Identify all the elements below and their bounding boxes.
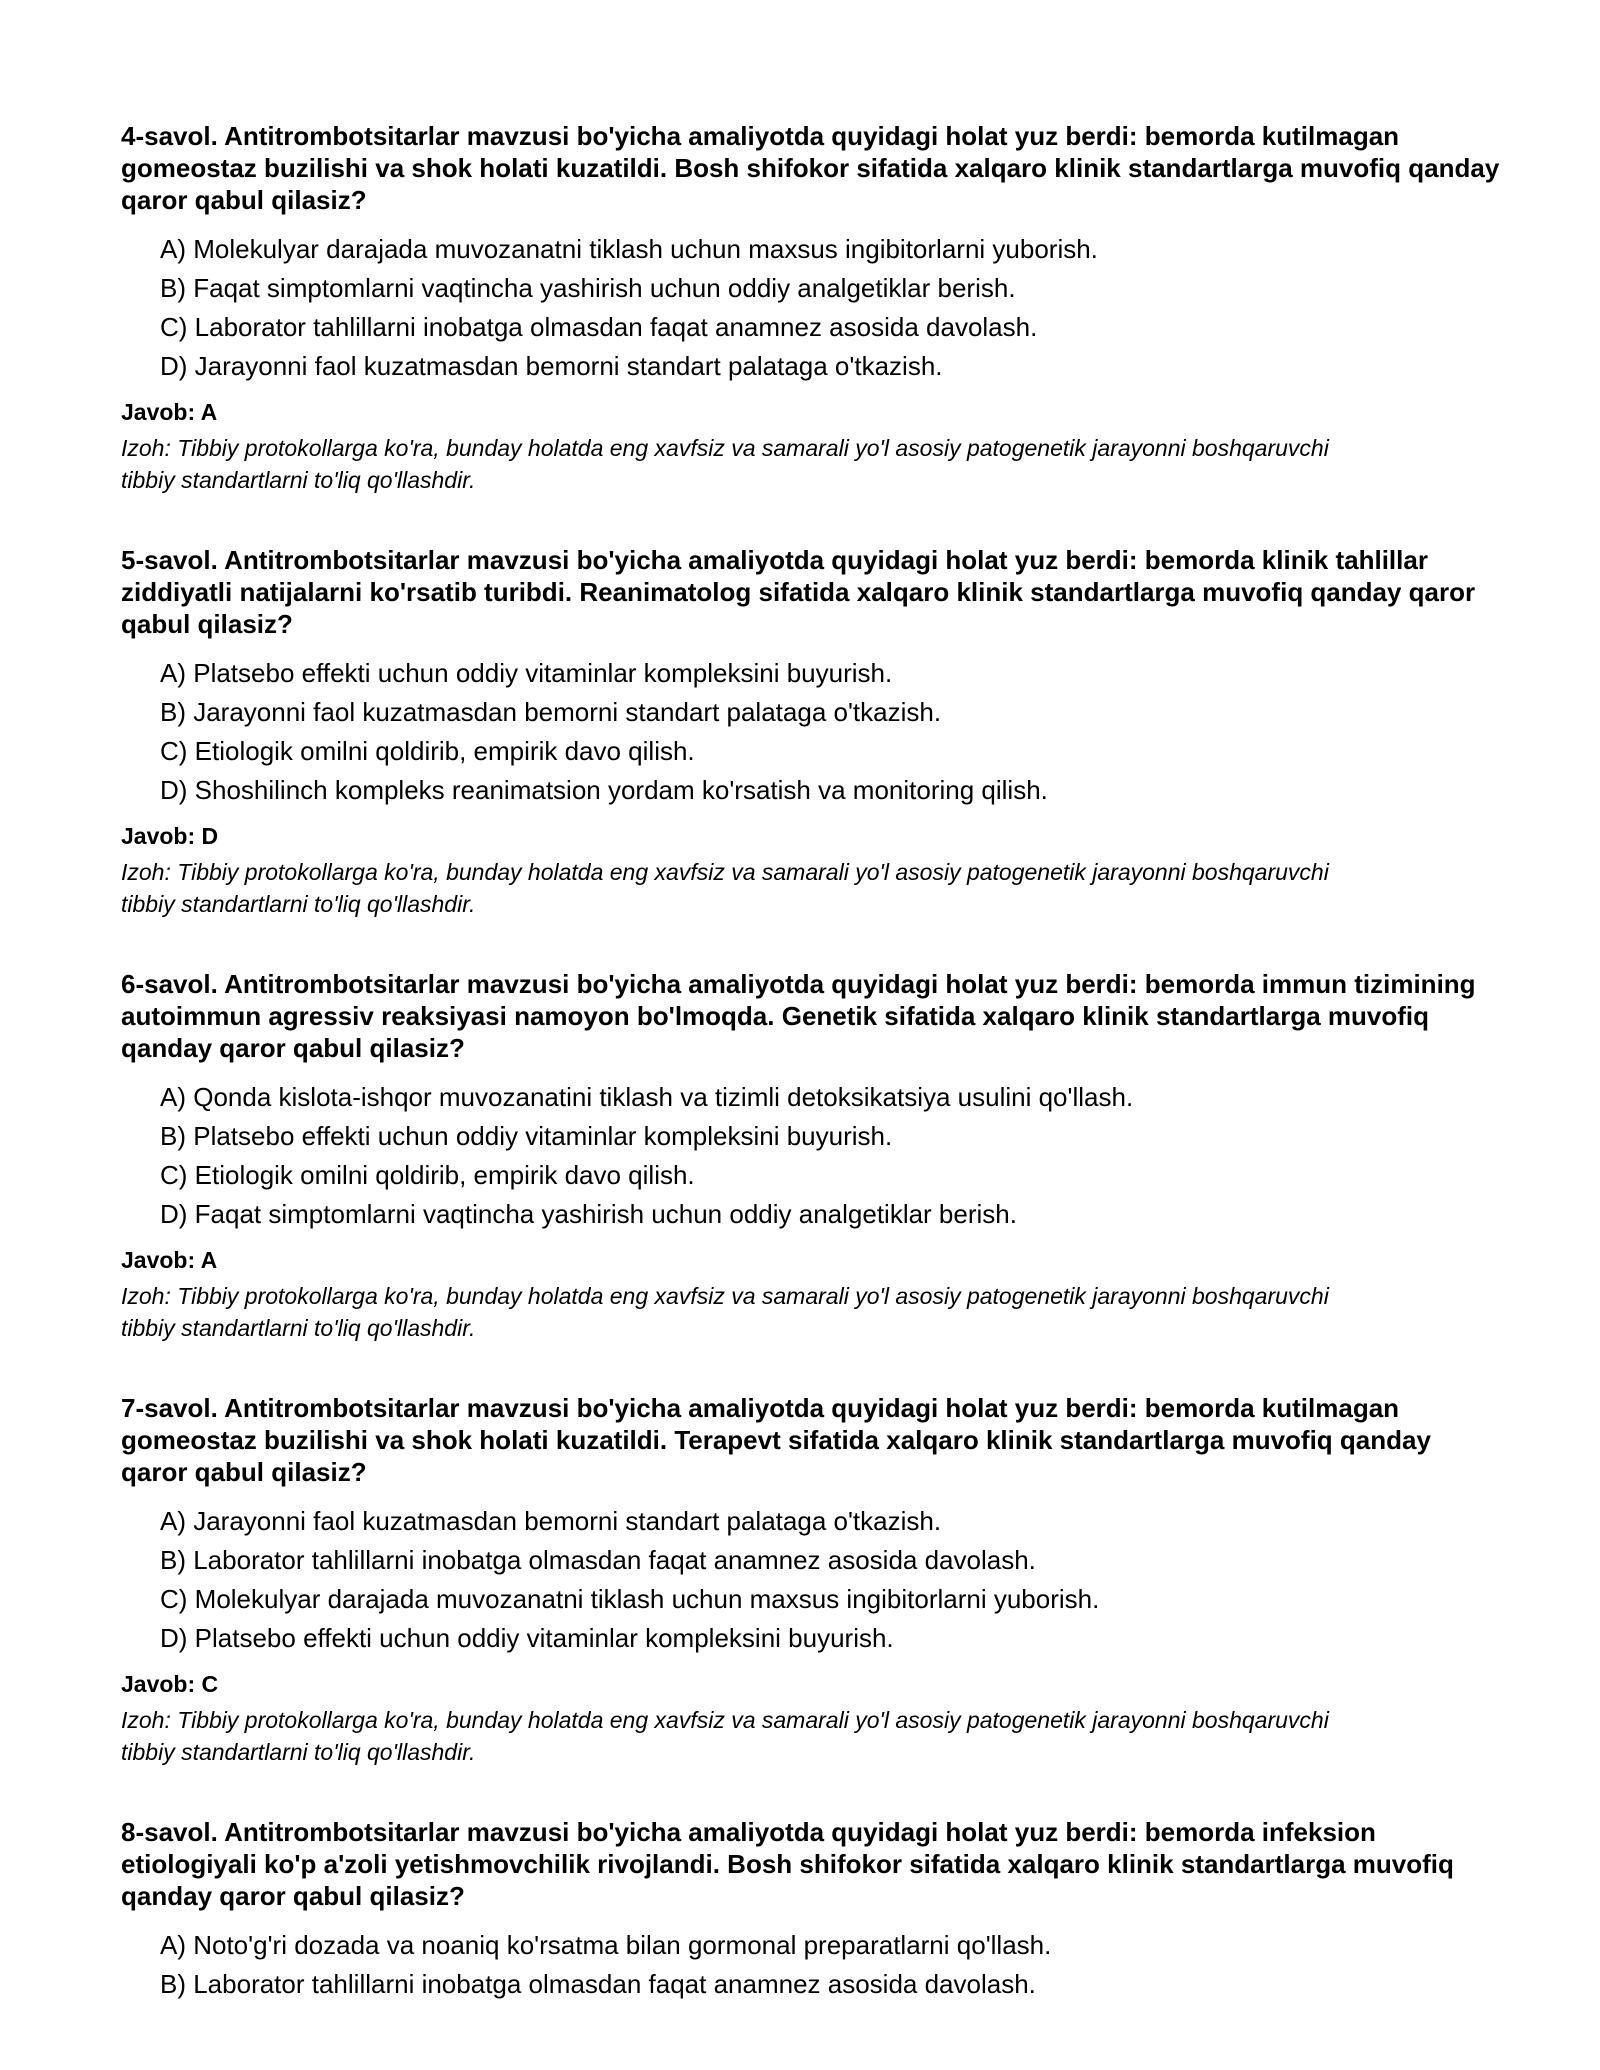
question-text: 5-savol. Antitrombotsitarlar mavzusi bo'yicha amaliyotda quyidagi holat yuz berdi: bemorda klinik tahlillar ziddiyatli natijalarni ko'rsatib turibdi. Reanimatolog sifatida xalqaro klinik standartlarga muvofiq qanday qaror qabul qilasiz? [121, 545, 1476, 639]
explanation: Izoh: Tibbiy protokollarga ko'ra, bunday holatda eng xavfsiz va samarali yo'l asosiy patogenetik jarayonni boshqaruvchi tibbiy standartlarni to'liq qo'llashdir. [121, 435, 1329, 493]
option-c: C) Etiologik omilni qoldirib, empirik davo qilish. [160, 1160, 695, 1190]
question-8 [121, 1816, 1500, 2004]
question-7 [121, 1392, 1500, 1768]
option-a: A) Qonda kislota-ishqor muvozanatini tiklash va tizimli detoksikatsiya usulini qo'llash. [160, 1082, 1134, 1112]
option-b: B) Jarayonni faol kuzatmasdan bemorni standart palataga o'tkazish. [160, 697, 942, 727]
option-c: C) Etiologik omilni qoldirib, empirik davo qilish. [160, 736, 695, 766]
option-d: D) Faqat simptomlarni vaqtincha yashirish uchun oddiy analgetiklar berish. [160, 1199, 1017, 1229]
correct-answer: Javob: A [121, 399, 218, 425]
option-c: C) Molekulyar darajada muvozanatni tiklash uchun maxsus ingibitorlarni yuborish. [160, 1584, 1100, 1614]
question-6 [121, 968, 1500, 1344]
option-d: D) Platsebo effekti uchun oddiy vitaminlar kompleksini buyurish. [160, 1623, 894, 1653]
option-b: B) Laborator tahlillarni inobatga olmasdan faqat anamnez asosida davolash. [160, 1969, 1036, 1999]
answer-options [121, 1502, 1500, 1658]
explanation: Izoh: Tibbiy protokollarga ko'ra, bunday holatda eng xavfsiz va samarali yo'l asosiy patogenetik jarayonni boshqaruvchi tibbiy standartlarni to'liq qo'llashdir. [121, 1707, 1329, 1765]
question-text: 4-savol. Antitrombotsitarlar mavzusi bo'yicha amaliyotda quyidagi holat yuz berdi: bemorda kutilmagan gomeostaz buzilishi va shok holati kuzatildi. Bosh shifokor sifatida xalqaro klinik standartlarga muvofiq qanday qaror qabul qilasiz? [121, 121, 1500, 215]
option-d: D) Shoshilinch kompleks reanimatsion yordam ko'rsatish va monitoring qilish. [160, 775, 1048, 805]
question-5 [121, 544, 1500, 920]
question-text: 8-savol. Antitrombotsitarlar mavzusi bo'yicha amaliyotda quyidagi holat yuz berdi: bemorda infeksion etiologiyali ko'p a'zoli yetishmovchilik rivojlandi. Bosh shifokor sifatida xalqaro klinik standartlarga muvofiq qanday qaror qabul qilasiz? [121, 1817, 1454, 1911]
question-text: 6-savol. Antitrombotsitarlar mavzusi bo'yicha amaliyotda quyidagi holat yuz berdi: bemorda immun tizimining autoimmun agressiv reaksiyasi namoyon bo'lmoqda. Genetik sifatida xalqaro klinik standartlarga muvofiq qanday qaror qabul qilasiz? [121, 969, 1476, 1063]
option-b: B) Faqat simptomlarni vaqtincha yashirish uchun oddiy analgetiklar berish. [160, 273, 1016, 303]
question-text: 7-savol. Antitrombotsitarlar mavzusi bo'yicha amaliyotda quyidagi holat yuz berdi: bemorda kutilmagan gomeostaz buzilishi va shok holati kuzatildi. Terapevt sifatida xalqaro klinik standartlarga muvofiq qanday qaror qabul qilasiz? [121, 1393, 1431, 1487]
answer-options [121, 654, 1500, 810]
option-d: D) Jarayonni faol kuzatmasdan bemorni standart palataga o'tkazish. [160, 351, 943, 381]
option-b: B) Platsebo effekti uchun oddiy vitaminlar kompleksini buyurish. [160, 1121, 893, 1151]
correct-answer: Javob: C [121, 1671, 219, 1697]
answer-options [121, 230, 1500, 386]
correct-answer: Javob: A [121, 1247, 218, 1273]
answer-options [121, 1078, 1500, 1234]
option-b: B) Laborator tahlillarni inobatga olmasdan faqat anamnez asosida davolash. [160, 1545, 1036, 1575]
option-c: C) Laborator tahlillarni inobatga olmasdan faqat anamnez asosida davolash. [160, 312, 1038, 342]
question-4 [121, 120, 1500, 496]
explanation: Izoh: Tibbiy protokollarga ko'ra, bunday holatda eng xavfsiz va samarali yo'l asosiy patogenetik jarayonni boshqaruvchi tibbiy standartlarni to'liq qo'llashdir. [121, 1283, 1329, 1341]
explanation: Izoh: Tibbiy protokollarga ko'ra, bunday holatda eng xavfsiz va samarali yo'l asosiy patogenetik jarayonni boshqaruvchi tibbiy standartlarni to'liq qo'llashdir. [121, 859, 1329, 917]
option-a: A) Molekulyar darajada muvozanatni tiklash uchun maxsus ingibitorlarni yuborish. [160, 234, 1098, 264]
option-a: A) Platsebo effekti uchun oddiy vitaminlar kompleksini buyurish. [160, 658, 893, 688]
option-a: A) Jarayonni faol kuzatmasdan bemorni standart palataga o'tkazish. [160, 1506, 942, 1536]
answer-options [121, 1926, 1500, 2004]
correct-answer: Javob: D [121, 823, 219, 849]
option-a: A) Noto'g'ri dozada va noaniq ko'rsatma bilan gormonal preparatlarni qo'llash. [160, 1930, 1052, 1960]
